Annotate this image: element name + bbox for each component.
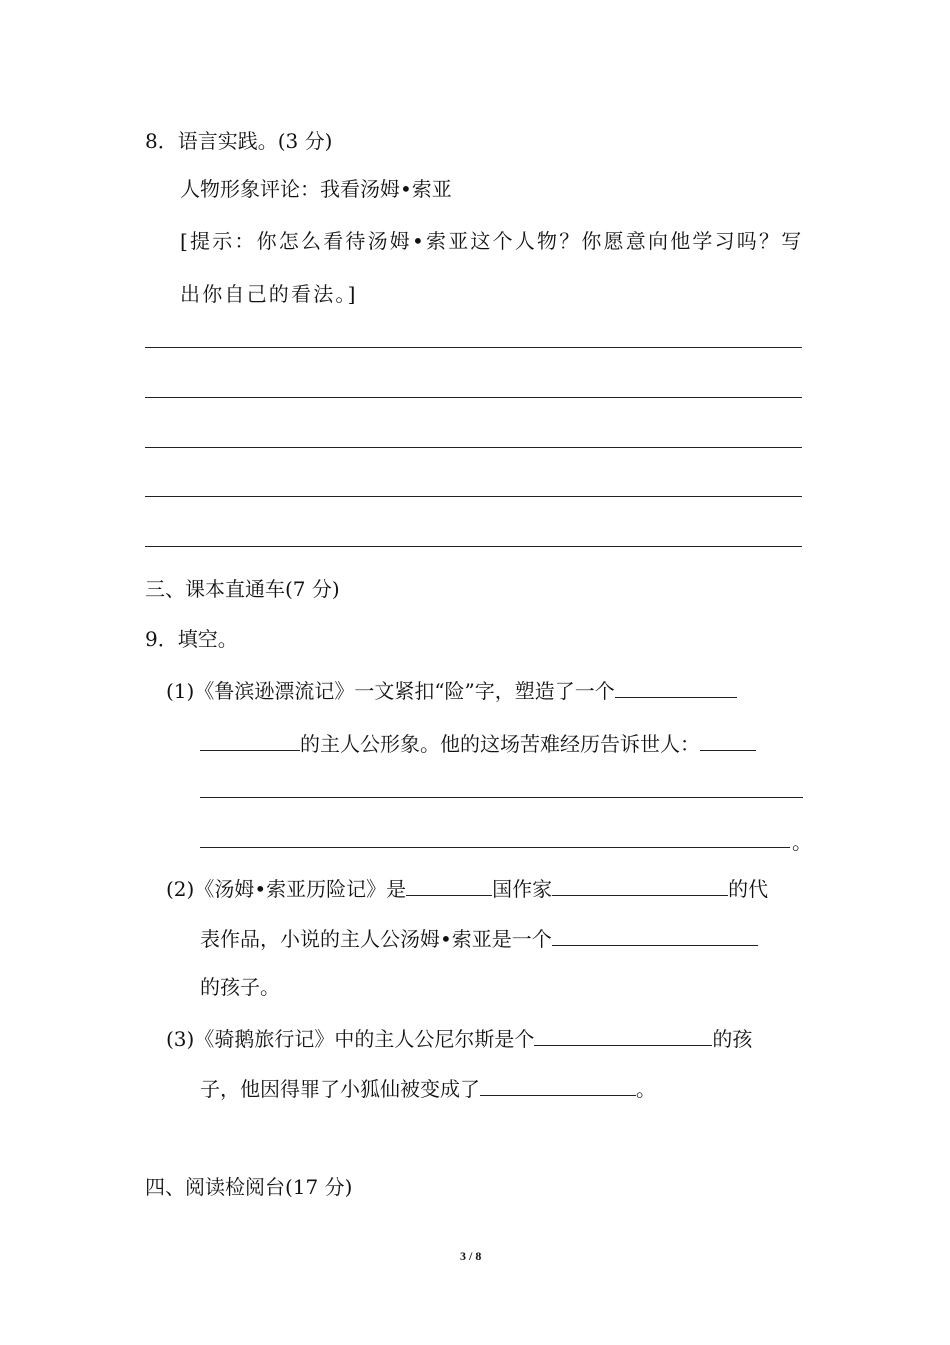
fill-blank[interactable]	[200, 728, 300, 751]
q9-p3-line1	[166, 1023, 752, 1053]
fill-blank[interactable]	[552, 873, 728, 896]
q9-p2-text2: 表作品，小说的主人公汤姆•索亚是一个	[200, 927, 552, 951]
fill-blank-line[interactable]	[200, 797, 803, 798]
q9-p3-line2	[200, 1073, 656, 1103]
q9-p2-line2	[200, 923, 758, 953]
q9-p1-line1	[166, 675, 737, 705]
fill-blank[interactable]	[406, 873, 492, 896]
section-3-heading: 三、课本直通车(7 分)	[145, 577, 340, 601]
q9-p2-text-b: 国作家	[492, 877, 553, 901]
q9-p3-end: 。	[636, 1077, 656, 1101]
q9-p2-text-c: 的代	[728, 877, 769, 901]
question-8-title: 8．语言实践。(3 分)	[145, 129, 333, 153]
question-8-hint-line1: [提示：你怎么看待汤姆•索亚这个人物？你愿意向他学习吗？写	[180, 229, 804, 253]
question-8-topic: 人物形象评论：我看汤姆•索亚	[180, 177, 452, 201]
q9-p2-line1	[166, 873, 768, 903]
q9-p3-text-b: 的孩	[712, 1027, 753, 1051]
fill-blank[interactable]	[615, 675, 737, 698]
fill-blank[interactable]	[480, 1073, 636, 1096]
q9-p2-line3: 的孩子。	[200, 975, 280, 999]
page-number: 3 / 8	[460, 1249, 482, 1263]
answer-line[interactable]	[145, 447, 802, 448]
q9-p3-text2: 子，他因得罪了小狐仙被变成了	[200, 1077, 480, 1101]
q9-p2-text-a: (2)《汤姆•索亚历险记》是	[166, 877, 407, 901]
answer-line[interactable]	[145, 397, 802, 398]
q9-p3-text-a: (3)《骑鹅旅行记》中的主人公尼尔斯是个	[166, 1027, 535, 1051]
answer-line[interactable]	[145, 347, 802, 348]
q9-p1-end: 。	[792, 830, 812, 854]
question-8-hint-line2: 出你自己的看法。]	[180, 282, 358, 306]
q9-p1-text2: 的主人公形象。他的这场苦难经历告诉世人：	[300, 732, 700, 756]
question-9-title: 9．填空。	[145, 627, 238, 651]
answer-line[interactable]	[145, 496, 802, 497]
fill-blank[interactable]	[700, 728, 756, 751]
fill-blank[interactable]	[534, 1023, 712, 1046]
fill-blank-line[interactable]	[200, 847, 790, 848]
answer-line[interactable]	[145, 546, 802, 547]
q9-p1-line2	[200, 728, 756, 758]
section-4-heading: 四、阅读检阅台(17 分)	[145, 1175, 353, 1199]
q9-p1-text1: (1)《鲁滨逊漂流记》一文紧扣“险”字，塑造了一个	[166, 679, 615, 703]
fill-blank[interactable]	[552, 923, 758, 946]
